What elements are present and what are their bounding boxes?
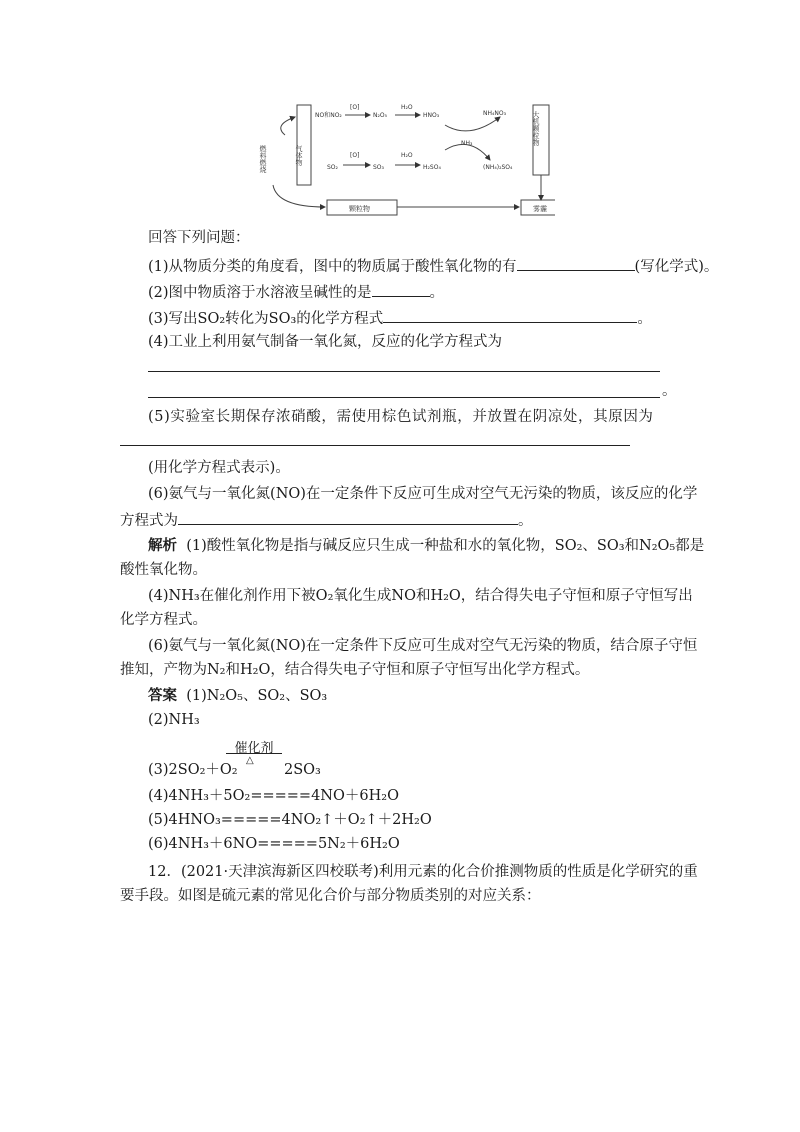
question-intro: 回答下列问题： [148, 230, 250, 246]
q3-text: (3)写出SO₂转化为SO₃的化学方程式 [148, 311, 384, 327]
catalyst-label: 催化剂 [234, 741, 274, 756]
q6-blank[interactable] [178, 508, 518, 525]
analysis-p1-line1 [148, 536, 704, 556]
question-2 [148, 280, 444, 303]
question-12-line2: 要手段。如图是硫元素的常见化合价与部分物质类别的对应关系： [120, 888, 541, 904]
smog-box-label: 雾霾 [533, 205, 547, 213]
row1-species-2: N₂O₅ [373, 112, 388, 119]
answer-5: (5)4HNO₃=====4NO₂↑＋O₂↑＋2H₂O [148, 812, 432, 828]
q1-text: (1)从物质分类的角度看，图中的物质属于酸性氧化物的有 [148, 259, 517, 275]
q2-text: (2)图中物质溶于水溶液呈碱性的是 [148, 285, 372, 301]
analysis-p1-line2: 酸性氧化物。 [120, 562, 207, 578]
question-1 [148, 254, 718, 277]
q4-blank-line-2[interactable] [148, 397, 660, 398]
answer-6: (6)4NH₃＋6NO=====5N₂＋6H₂O [148, 836, 400, 852]
answer-3-right: 2SO₃ [284, 762, 321, 778]
q2-suffix: 。 [429, 285, 445, 301]
question-6-line2 [120, 508, 533, 531]
q2-blank[interactable] [372, 280, 430, 297]
answer-label: 答案 [148, 687, 177, 704]
q1-blank[interactable] [517, 254, 635, 271]
answer-1 [148, 686, 327, 706]
answer-2: (2)NH₃ [148, 712, 200, 728]
q5-blank-line[interactable] [120, 445, 630, 446]
analysis-p6-line2: 推知，产物为N₂和H₂O，结合得失电子守恒和原子守恒写出化学方程式。 [120, 662, 590, 678]
row2-species-3: H₂SO₄ [423, 164, 441, 171]
row1-label-h2o: H₂O [401, 104, 413, 111]
q1-suffix: (写化学式)。 [634, 259, 719, 275]
question-12-line1: 12．(2021·天津滨海新区四校联考)利用元素的化合价推测物质的性质是化学研究的重 [148, 864, 698, 880]
particulate-box-label: 大机颗粒物 [532, 111, 540, 146]
particles-box-label: 颗粒物 [349, 205, 370, 213]
row2-species-2: SO₃ [373, 164, 384, 171]
row1-label-o: [O] [350, 104, 360, 111]
q4-suffix: 。 [662, 383, 677, 399]
row1-species-3: HNO₃ [423, 112, 440, 119]
heat-symbol: △ [246, 755, 254, 766]
row2-label-h2o: H₂O [401, 152, 413, 159]
gas-box-label: 气体物 [295, 145, 303, 166]
q6-text: 方程式为 [120, 513, 178, 529]
answer-1-text: (1)N₂O₅、SO₂、SO₃ [186, 688, 328, 704]
smog-formation-diagram [255, 95, 555, 225]
row2-species-1: SO₂ [327, 164, 338, 171]
row2-label-nh3: NH₃ [461, 140, 473, 147]
question-6-line1: (6)氨气与一氧化氮(NO)在一定条件下反应可生成对空气无污染的物质，该反应的化学 [148, 486, 698, 502]
fuel-combustion-label: 燃料燃烧 [259, 145, 267, 173]
q6-suffix: 。 [518, 513, 533, 529]
analysis-label: 解析 [148, 537, 177, 554]
q5-tail: (用化学方程式表示)。 [148, 460, 290, 476]
question-3 [148, 306, 652, 329]
analysis-p6-line1: (6)氨气与一氧化氮(NO)在一定条件下反应可生成对空气无污染的物质，结合原子守恒 [148, 638, 698, 654]
row1-species-4: NH₄NO₃ [483, 110, 507, 117]
q4-blank-line-1[interactable] [148, 371, 660, 372]
q3-blank[interactable] [383, 306, 637, 323]
analysis-p4-line1: (4)NH₃在催化剂作用下被O₂氧化生成NO和H₂O，结合得失电子守恒和原子守恒写出 [148, 588, 693, 604]
analysis-p1-text: (1)酸性氧化物是指与碱反应只生成一种盐和水的氧化物，SO₂、SO₃和N₂O₅都是 [186, 538, 705, 554]
catalyst-bar [226, 753, 282, 754]
q3-suffix: 。 [637, 311, 652, 327]
row1-species-1: NO和NO₂ [315, 112, 342, 119]
question-4: (4)工业上利用氨气制备一氧化氮，反应的化学方程式为 [148, 334, 503, 350]
answer-3-left: (3)2SO₂＋O₂ [148, 762, 238, 778]
analysis-p4-line2: 化学方程式。 [120, 612, 207, 628]
question-5: (5)实验室长期保存浓硝酸，需使用棕色试剂瓶，并放置在阴凉处，其原因为 [148, 409, 654, 425]
row2-species-4: (NH₄)₂SO₄ [483, 164, 513, 171]
row2-label-o: [O] [350, 152, 360, 159]
answer-4: (4)4NH₃＋5O₂=====4NO＋6H₂O [148, 788, 399, 804]
